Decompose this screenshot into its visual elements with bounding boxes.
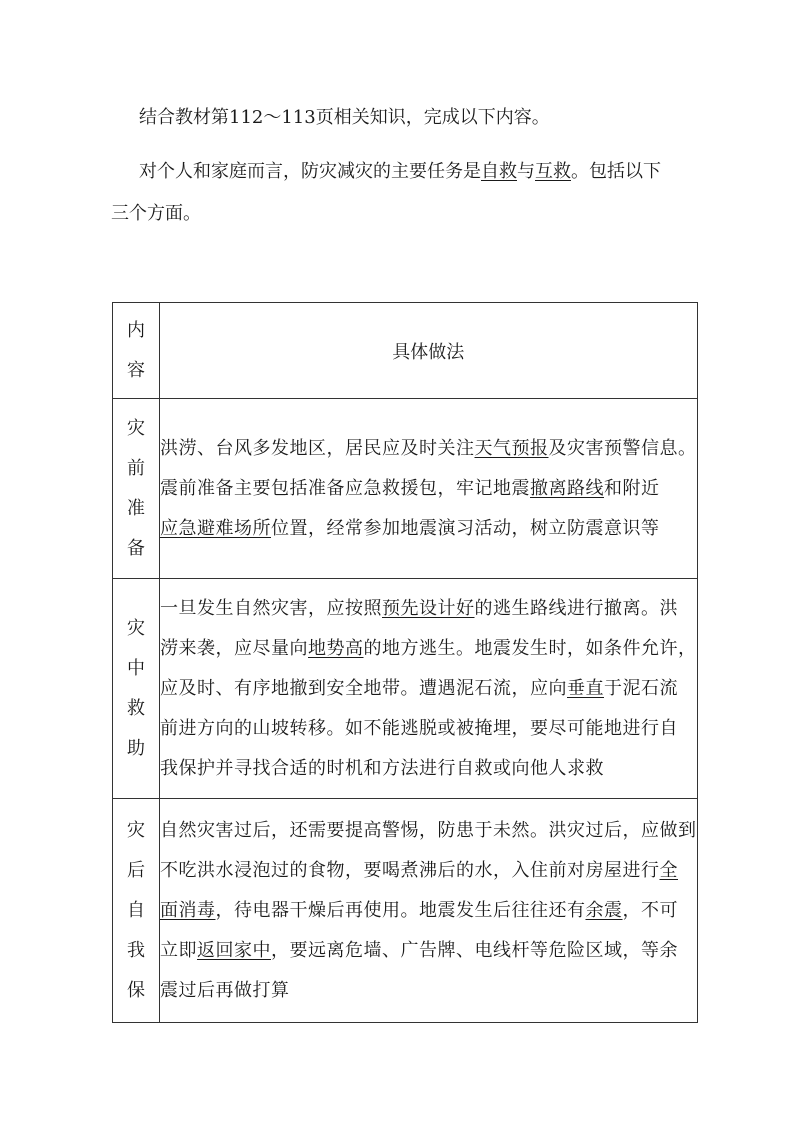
content-text: 位置，经常参加地震演习活动，树立防震意识等 <box>271 517 660 539</box>
row-label-char: 备 <box>127 537 145 559</box>
row-content-cell <box>160 579 698 799</box>
answer-blank: 应急避难场所 <box>160 517 271 539</box>
content-line <box>160 931 697 971</box>
content-text: 我保护并寻找合适的时机和方法进行自救或向他人求救 <box>160 757 604 779</box>
content-line <box>160 629 697 669</box>
content-text: 洪涝、台风多发地区，居民应及时关注 <box>160 437 475 459</box>
content-line <box>160 709 697 749</box>
answer-blank: 撤离路线 <box>530 477 604 499</box>
answer-blank-1: 自救 <box>481 161 517 182</box>
content-text: 自然灾害过后，还需要提高警惕，防患于未然。洪灾过后，应做到 <box>160 819 697 841</box>
intro-line-2 <box>139 163 661 181</box>
content-line <box>160 811 697 851</box>
content-text: 及灾害预警信息。 <box>548 437 697 459</box>
row-label-char: 自 <box>127 899 145 921</box>
row-label-cell <box>113 579 160 799</box>
row-label-char: 救 <box>127 697 145 719</box>
answer-blank: 天气预报 <box>474 437 549 459</box>
content-line <box>160 749 697 789</box>
row-label-char: 前 <box>127 457 145 479</box>
intro-line-1: 结合教材第112～113页相关知识，完成以下内容。 <box>139 107 550 128</box>
row-content-cell <box>160 399 698 579</box>
row-label-char: 中 <box>127 657 145 679</box>
content-line <box>160 891 697 931</box>
table-row <box>113 399 698 579</box>
content-text: 的逃生路线进行撤离。洪 <box>474 597 678 619</box>
content-text: 和附近 <box>604 477 660 499</box>
intro-line-2-post: 。包括以下 <box>571 161 661 182</box>
content-text: ，待电器干燥后再使用。地震发生后往往还有 <box>215 899 586 921</box>
table-row <box>113 799 698 1023</box>
table-row <box>113 579 698 799</box>
intro-line-2-mid: 与 <box>517 161 535 182</box>
content-text: 不吃洪水浸泡过的食物，要喝煮沸后的水，入住前对房屋进行 <box>160 859 660 881</box>
answer-blank: 面消毒 <box>160 899 216 921</box>
header-content-cell <box>160 303 698 399</box>
content-line <box>160 971 697 1011</box>
row-label-char: 灾 <box>127 617 145 639</box>
answer-blank: 地势高 <box>308 637 364 659</box>
row-label-cell <box>113 799 160 1023</box>
content-text: 一旦发生自然灾害，应按照 <box>160 597 382 619</box>
content-text: 涝来袭，应尽量向 <box>160 637 308 659</box>
row-content-cell <box>160 799 698 1023</box>
answer-blank: 返回家中 <box>197 939 271 961</box>
content-text: 震过后再做打算 <box>160 979 290 1001</box>
header-label-cell <box>113 303 160 399</box>
intro-line-3: 三个方面。 <box>111 203 201 224</box>
content-text: 于泥石流 <box>604 677 678 699</box>
content-line <box>160 669 697 709</box>
answer-blank: 余震 <box>585 899 623 921</box>
answer-blank: 预先设计好 <box>382 597 475 619</box>
content-line <box>160 589 697 629</box>
disaster-measures-table <box>112 302 698 1023</box>
table-header-row <box>113 303 698 399</box>
content-text: 立即 <box>160 939 197 961</box>
row-label-char: 保 <box>127 979 145 1001</box>
content-text: ，不可 <box>622 899 678 921</box>
answer-blank-2: 互救 <box>535 161 571 182</box>
header-label-char: 内 <box>127 319 145 341</box>
content-text: 前进方向的山坡转移。如不能逃脱或被掩埋，要尽可能地进行自 <box>160 717 678 739</box>
content-line <box>160 469 697 509</box>
row-label-char: 助 <box>127 737 145 759</box>
header-content-text: 具体做法 <box>392 341 465 363</box>
row-label-char: 后 <box>127 859 145 881</box>
content-text: ，要远离危墙、广告牌、电线杆等危险区域，等余 <box>271 939 678 961</box>
row-label-char: 准 <box>127 497 145 519</box>
content-text: 震前准备主要包括准备应急救援包，牢记地震 <box>160 477 530 499</box>
row-label-char: 灾 <box>127 819 145 841</box>
intro-line-2-pre: 对个人和家庭而言，防灾减灾的主要任务是 <box>139 161 481 182</box>
header-label-char: 容 <box>127 359 145 381</box>
content-text: 的地方逃生。地震发生时，如条件允许， <box>363 637 697 659</box>
content-line <box>160 509 697 549</box>
row-label-char: 灾 <box>127 417 145 439</box>
answer-blank: 全 <box>659 859 678 881</box>
content-text: 应及时、有序地撤到安全地带。遭遇泥石流，应向 <box>160 677 567 699</box>
answer-blank: 垂直 <box>567 677 604 699</box>
content-line <box>160 429 697 469</box>
row-label-char: 我 <box>127 939 145 961</box>
content-line <box>160 851 697 891</box>
row-label-cell <box>113 399 160 579</box>
